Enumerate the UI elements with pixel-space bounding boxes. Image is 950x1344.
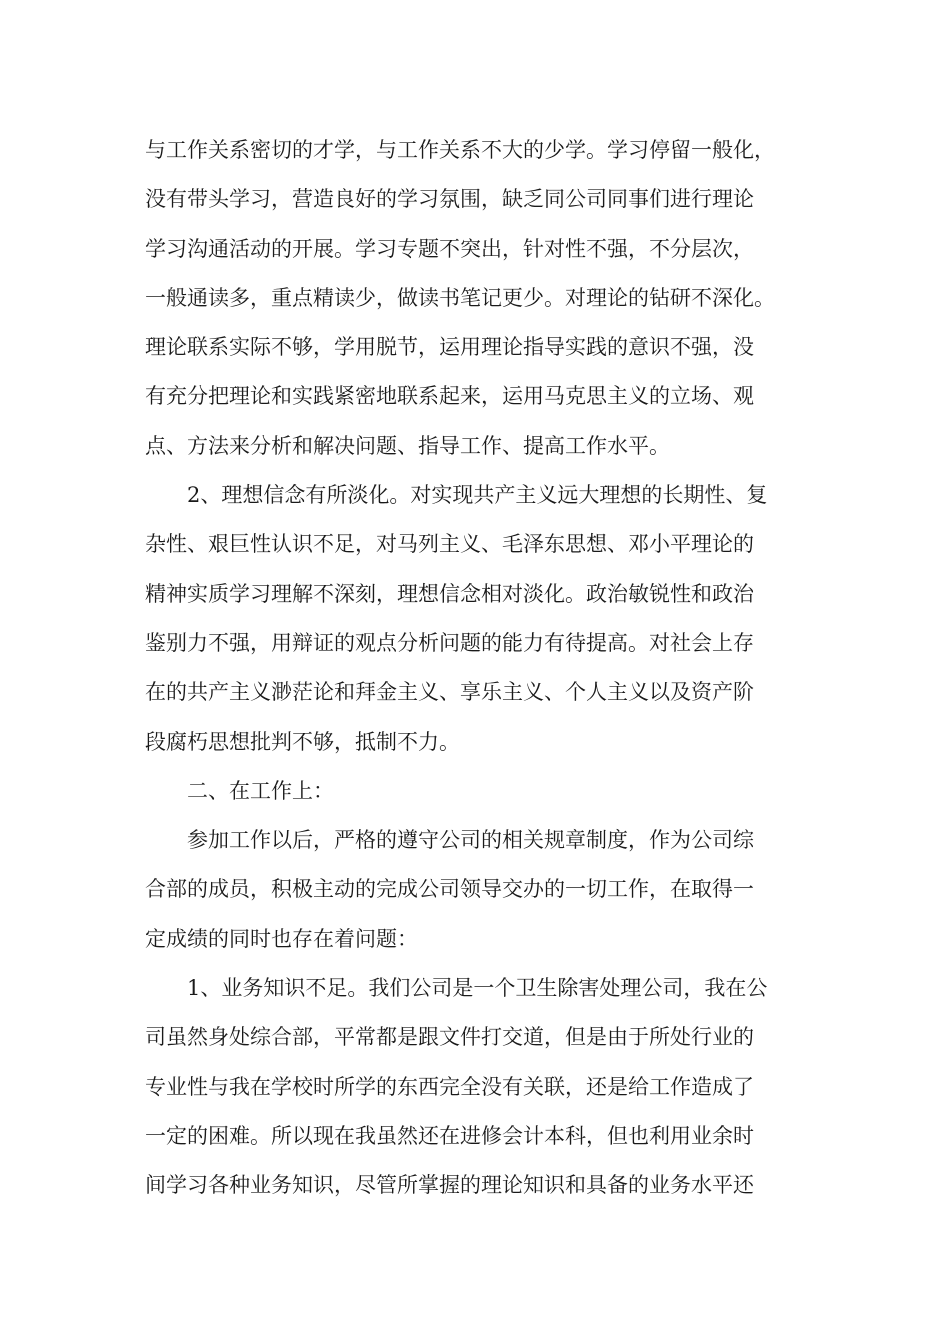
text-line: 学习沟通活动的开展。学习专题不突出，针对性不强，不分层次，	[145, 236, 754, 261]
text-line: 间学习各种业务知识，尽管所掌握的理论知识和具备的业务水平还	[145, 1173, 754, 1198]
body-text	[145, 126, 825, 1211]
text-line: 点、方法来分析和解决问题、指导工作、提高工作水平。	[145, 433, 670, 458]
text-line: 合部的成员，积极主动的完成公司领导交办的一切工作，在取得一	[145, 877, 754, 902]
text-line: 有充分把理论和实践紧密地联系起来，运用马克思主义的立场、观	[145, 384, 754, 409]
text-line: 鉴别力不强，用辩证的观点分析问题的能力有待提高。对社会上存	[145, 630, 754, 655]
text-line: 定成绩的同时也存在着问题：	[145, 926, 418, 951]
text-line: 段腐朽思想批判不够，抵制不力。	[145, 729, 460, 754]
text-line: 参加工作以后，严格的遵守公司的相关规章制度，作为公司综	[187, 828, 754, 853]
text-line: 2、理想信念有所淡化。对实现共产主义远大理想的长期性、复	[187, 483, 768, 508]
text-line: 理论联系实际不够，学用脱节，运用理论指导实践的意识不强，没	[145, 335, 754, 360]
text-line: 一般通读多，重点精读少，做读书笔记更少。对理论的钻研不深化。	[145, 285, 775, 310]
text-line: 与工作关系密切的才学，与工作关系不大的少学。学习停留一般化，	[145, 138, 775, 162]
text-line: 在的共产主义渺茫论和拜金主义、享乐主义、个人主义以及资产阶	[145, 680, 754, 705]
text-line: 司虽然身处综合部，平常都是跟文件打交道，但是由于所处行业的	[145, 1025, 754, 1050]
text-line: 专业性与我在学校时所学的东西完全没有关联，还是给工作造成了	[145, 1074, 754, 1099]
text-line: 一定的困难。所以现在我虽然还在进修会计本科，但也利用业余时	[145, 1123, 754, 1148]
text-line: 精神实质学习理解不深刻，理想信念相对淡化。政治敏锐性和政治	[145, 581, 754, 606]
text-line: 1、业务知识不足。我们公司是一个卫生除害处理公司，我在公	[187, 976, 768, 1001]
text-line: 杂性、艰巨性认识不足，对马列主义、毛泽东思想、邓小平理论的	[145, 532, 754, 557]
section-heading: 二、在工作上：	[187, 778, 334, 803]
text-line: 没有带头学习，营造良好的学习氛围，缺乏同公司同事们进行理论	[145, 187, 754, 212]
